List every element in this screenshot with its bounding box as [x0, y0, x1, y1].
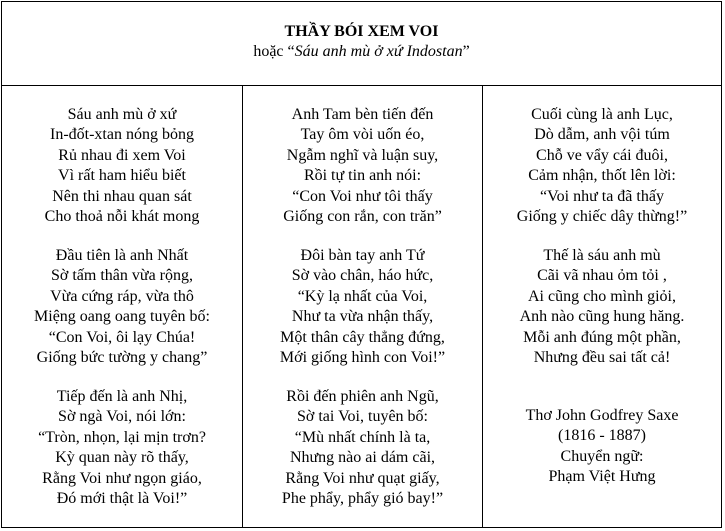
- poem-columns: [2, 86, 721, 527]
- verse-line: Cãi vã nhau ỏm tỏi ,: [537, 267, 667, 285]
- verse-line: Mới giống hình con Voi!”: [279, 349, 446, 367]
- verse-line: “Mù nhất chính là ta,: [294, 428, 431, 446]
- poem-column-1: [2, 86, 243, 527]
- stanza: [243, 387, 482, 509]
- verse-line: Giống y chiếc dây thừng!”: [516, 208, 688, 226]
- verse-line: Thế là sáu anh mù: [543, 247, 661, 264]
- verse-line: Vì rất ham hiểu biết: [58, 167, 186, 185]
- verse-line: Miệng oang oang tuyên bố:: [34, 308, 210, 326]
- stanza: [483, 246, 721, 368]
- poem-column-2: [243, 86, 483, 527]
- subtitle-suffix: ”: [462, 43, 470, 60]
- verse-line: Chỗ ve vẩy cái đuôi,: [536, 146, 668, 164]
- stanza: [483, 105, 721, 227]
- verse-line: Ai cũng cho mình giỏi,: [528, 287, 676, 305]
- poem-column-3: [483, 86, 721, 527]
- verse-line: Giống bức tường y chang”: [36, 349, 208, 367]
- verse-line: Kỳ quan này rõ thấy,: [55, 449, 189, 467]
- verse-line: Rồi tự tin anh nói:: [303, 167, 422, 185]
- verse-line: Rằng Voi như quạt giấy,: [285, 469, 440, 487]
- verse-line: Nhưng đều sai tất cả!: [533, 349, 671, 367]
- verse-line: “Con Voi như tôi thấy: [292, 187, 433, 205]
- verse-line: Một thân cây thẳng đứng,: [280, 328, 445, 346]
- verse-line: Vừa cứng ráp, vừa thô: [50, 287, 194, 305]
- poem-title: THẦY BÓI XEM VOI: [284, 23, 439, 40]
- poem-signature: [483, 406, 721, 488]
- subtitle-prefix: hoặc “: [253, 43, 295, 60]
- verse-line: Nên thi nhau quan sát: [52, 187, 192, 205]
- verse-line: “Con Voi, ôi lạy Chúa!: [48, 328, 196, 346]
- verse-line: Đó mới thật là Voi!”: [56, 490, 188, 508]
- poem-header: [2, 2, 721, 86]
- subtitle-italic: Sáu anh mù ở xứ Indostan: [294, 43, 463, 60]
- verse-line: Đầu tiên là anh Nhất: [55, 247, 189, 264]
- verse-line: “Kỳ lạ nhất của Voi,: [297, 287, 428, 305]
- verse-line: Rồi đến phiên anh Ngũ,: [286, 388, 439, 405]
- stanza: [243, 246, 482, 368]
- verse-line: Đôi bàn tay anh Tứ: [300, 247, 425, 264]
- poem-subtitle: [2, 42, 721, 62]
- verse-line: Như ta vừa nhận thấy,: [291, 308, 434, 326]
- verse-line: Rằng Voi như ngọn giáo,: [42, 469, 202, 487]
- stanza: [2, 387, 242, 509]
- verse-line: Sờ tai Voi, tuyên bố:: [297, 408, 428, 426]
- stanza: [243, 105, 482, 227]
- verse-line: In-đốt-xtan nóng bỏng: [50, 126, 194, 144]
- verse-line: Cho thoả nỗi khát mong: [44, 208, 200, 226]
- verse-line: Anh Tam bèn tiến đến: [291, 106, 434, 123]
- translation-label: Chuyển ngữ:: [560, 447, 644, 465]
- verse-line: Sáu anh mù ở xứ: [67, 106, 177, 123]
- verse-line: Tay ôm vòi uốn éo,: [300, 126, 425, 144]
- verse-line: Ngẫm nghĩ và luận suy,: [286, 146, 439, 164]
- verse-line: Nhưng nào ai dám cãi,: [289, 449, 436, 467]
- verse-line: Anh nào cũng hung hăng.: [519, 308, 685, 326]
- verse-line: Rủ nhau đi xem Voi: [58, 146, 186, 164]
- verse-line: Phe phẩy, phẩy gió bay!”: [281, 490, 444, 508]
- stanza: [2, 105, 242, 227]
- verse-line: Cuối cùng là anh Lục,: [531, 106, 673, 123]
- verse-line: Sờ tấm thân vừa rộng,: [51, 267, 193, 285]
- poem-document: [1, 1, 722, 528]
- verse-line: Cảm nhận, thốt lên lời:: [528, 167, 676, 185]
- verse-line: Tiếp đến là anh Nhị,: [56, 388, 188, 405]
- author-years: (1816 - 1887): [558, 427, 646, 445]
- translator-name: Phạm Việt Hưng: [548, 468, 656, 486]
- verse-line: Sờ ngà Voi, nói lớn:: [58, 408, 186, 426]
- stanza: [2, 246, 242, 368]
- author-credit: Thơ John Godfrey Saxe: [525, 407, 679, 424]
- verse-line: “Tròn, nhọn, lại mịn trơn?: [38, 428, 206, 446]
- verse-line: Dò dẫm, anh vội túm: [534, 126, 670, 144]
- verse-line: Sờ vào chân, háo hức,: [291, 267, 434, 285]
- verse-line: Mỗi anh đúng một phần,: [523, 328, 681, 346]
- verse-line: “Voi như ta đã thấy: [540, 187, 664, 205]
- verse-line: Giống con rắn, con trăn”: [283, 208, 442, 226]
